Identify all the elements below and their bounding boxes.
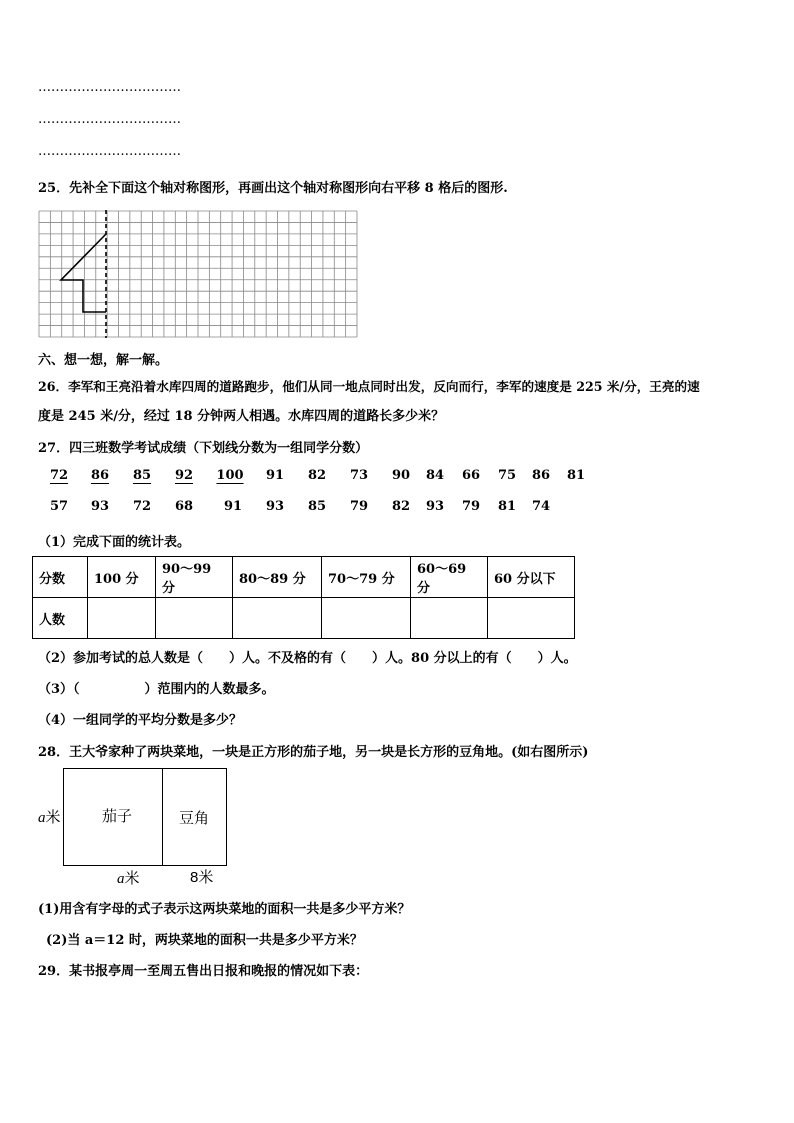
table-answer-cell[interactable] <box>156 598 233 639</box>
table-cell: 分数 <box>33 557 88 598</box>
table-count-row <box>33 598 575 639</box>
score: 81 <box>497 499 517 514</box>
table-cell: 100 分 <box>88 557 156 598</box>
table-cell: 人数 <box>33 598 88 639</box>
bean-plot-label: 豆角 <box>179 810 210 827</box>
score: 91 <box>265 468 285 483</box>
answer-line-1: …………………………… <box>38 80 181 95</box>
table-answer-cell[interactable] <box>233 598 322 639</box>
score: 90 <box>391 468 411 483</box>
table-cell: 90～99 分 <box>156 557 233 598</box>
question-25: 25．先补全下面这个轴对称图形，再画出这个轴对称图形向右平移 8 格后的图形. <box>38 181 508 196</box>
score: 85 <box>307 499 327 514</box>
grid-figure <box>38 210 358 338</box>
score: 75 <box>497 468 517 483</box>
table-cell: 70～79 分 <box>322 557 411 598</box>
bottom-label-a: a米 <box>117 870 140 887</box>
eggplant-plot-label: 茄子 <box>102 808 133 825</box>
question-27-4: （4）一组同学的平均分数是多少？ <box>38 713 243 728</box>
scores-row-2 <box>0 499 794 517</box>
scores-row-1 <box>0 468 794 486</box>
table-answer-cell[interactable] <box>488 598 575 639</box>
stats-table <box>32 556 575 639</box>
table-answer-cell[interactable] <box>88 598 156 639</box>
score: 82 <box>391 499 411 514</box>
score: 92 <box>174 468 194 483</box>
score: 82 <box>307 468 327 483</box>
side-label: a米 <box>38 809 61 826</box>
table-answer-cell[interactable] <box>411 598 488 639</box>
score: 68 <box>174 499 194 514</box>
table-header-row <box>33 557 575 598</box>
score: 84 <box>425 468 445 483</box>
answer-line-3: …………………………… <box>38 144 181 159</box>
score: 85 <box>132 468 152 483</box>
table-cell: 60 分以下 <box>488 557 575 598</box>
section-6-title: 六、想一想，解一解。 <box>38 353 169 368</box>
score: 72 <box>132 499 152 514</box>
score: 86 <box>90 468 110 483</box>
score: 86 <box>531 468 551 483</box>
score: 93 <box>265 499 285 514</box>
score: 57 <box>49 499 69 514</box>
score: 73 <box>349 468 369 483</box>
score: 72 <box>49 468 69 483</box>
score: 91 <box>223 499 243 514</box>
score: 93 <box>425 499 445 514</box>
score: 79 <box>349 499 369 514</box>
score: 100 <box>216 468 244 483</box>
score: 66 <box>461 468 481 483</box>
question-27-2: （2）参加考试的总人数是（ ）人。不及格的有（ ）人。80 分以上的有（ ）人。 <box>38 651 577 666</box>
question-26-line1: 26．李军和王亮沿着水库四周的道路跑步，他们从同一地点同时出发，反向而行，李军的速度是 225 米/分，王亮的速 <box>38 379 700 394</box>
score: 93 <box>90 499 110 514</box>
question-28-1: (1)用含有字母的式子表示这两块菜地的面积一共是多少平方米？ <box>38 902 411 917</box>
question-28: 28．王大爷家种了两块菜地，一块是正方形的茄子地，另一块是长方形的豆角地。(如右图所示) <box>38 745 589 760</box>
bottom-label-8: 8米 <box>190 869 214 886</box>
question-28-2: (2)当 a＝12 时，两块菜地的面积一共是多少平方米？ <box>46 933 363 948</box>
question-27-3: （3）（ ）范围内的人数最多。 <box>38 682 275 697</box>
table-cell: 80～89 分 <box>233 557 322 598</box>
score: 81 <box>566 468 586 483</box>
question-27-1: （1）完成下面的统计表。 <box>38 535 191 550</box>
plot-divider <box>162 769 163 865</box>
score: 74 <box>531 499 551 514</box>
answer-line-2: …………………………… <box>38 112 181 127</box>
table-answer-cell[interactable] <box>322 598 411 639</box>
question-29: 29．某书报亭周一至周五售出日报和晚报的情况如下表： <box>38 964 369 979</box>
question-26-line2: 度是 245 米/分，经过 18 分钟两人相遇。水库四周的道路长多少米？ <box>38 409 445 424</box>
score: 79 <box>461 499 481 514</box>
question-27: 27．四三班数学考试成绩（下划线分数为一组同学分数） <box>38 441 369 456</box>
table-cell: 60～69 分 <box>411 557 488 598</box>
